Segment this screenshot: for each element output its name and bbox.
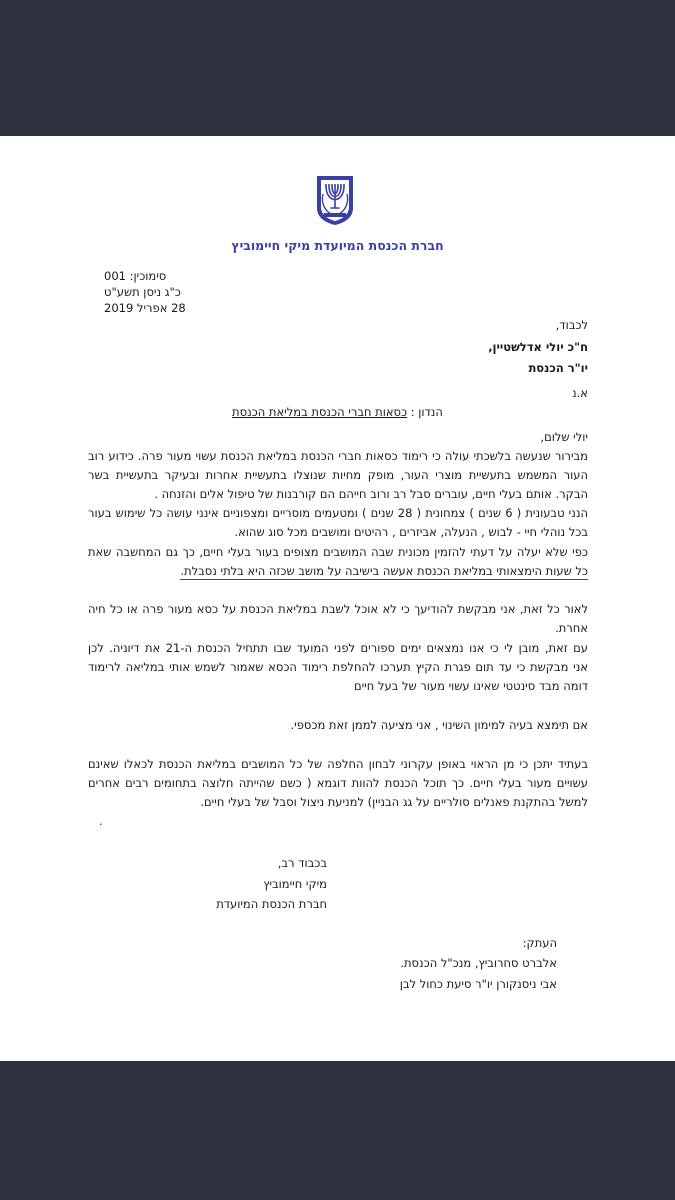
subject-text: כסאות חברי הכנסת במליאת הכנסת — [232, 405, 408, 419]
recipient-title: יו"ר הכנסת — [528, 361, 588, 375]
p3-line-2-text: כל שעות הימצאותי במליאת הכנסת אעשה בישיבה על מושב שכזה היא בלתי נסבלת. — [180, 564, 588, 578]
hebrew-date: כ"ג ניסן תשע"ט — [104, 285, 181, 299]
opening-greeting: יולי שלום, — [540, 430, 588, 444]
p1-line-3: הבקר. אותם בעלי חיים, עוברים סבל רב ורוב חייהם הם קורבנות של טיפול אלים והזנחה . — [154, 487, 588, 501]
cc-line-1: אלברט סחרוביץ, מנכ"ל הכנסת. — [400, 956, 557, 970]
salutation: לכבוד, — [555, 318, 588, 332]
p7-line-1: בעתיד יתכן כי מן הראוי באופן עקרוני לבחון החלפה של כל המושבים במליאת הכנסת לכאלו שאינם — [88, 757, 588, 771]
p3-line-2 — [180, 564, 588, 578]
p5-line-1: עם זאת, מובן לי כי אנו נמצאים ימים ספורים לפני המועד שבו תתחיל הכנסת ה-21 את דיוניה. לכן — [88, 641, 588, 655]
p5-line-3: דומה מבד סינטטי שאינו עשוי מעור של בעל חיים — [353, 679, 588, 693]
knesset-emblem-icon — [314, 174, 356, 226]
organization-title: חברת הכנסת המיועדת מיקי חיימוביץ — [231, 238, 444, 253]
p1-line-1: מבירור שנעשה בלשכתי עולה כי רימוד כסאות חברי הכנסת במליאת הכנסת עשוי מעור פרה. כידוע רוב — [88, 449, 588, 463]
p5-line-2: אני מבקשת כי עד תום פגרת הקיץ תערכו להחלפת רימוד הכסא שאמור לשמש אותי במליאה לרימוד — [88, 660, 588, 674]
p7-line-2: עשויים מעור בעלי חיים. כך תוכל הכנסת להוות דוגמא ( כשם שהייתה חלוצה בתחומים רבים אחרים — [88, 776, 588, 790]
p2-line-1: הנני טבעונית ( 6 שנים ) צמחונית ( 28 שנים ) ומטעמים מוסריים ומצפוניים אינני עושה כל שימוש בעור — [88, 506, 588, 520]
greeting-abbrev: א.נ — [572, 386, 588, 400]
p6-line-1: אם תימצא בעיה למימון השינוי , אני מציעה לממן זאת מכספי. — [290, 718, 588, 732]
signature-name: מיקי חיימוביץ — [263, 877, 327, 891]
recipient-name: ח"כ יולי אדלשטיין, — [488, 340, 588, 354]
cc-line-2: אבי ניסנקורן יו"ר סיעת כחול לבן — [399, 977, 557, 991]
cc-label: העתק: — [522, 936, 557, 950]
p2-line-2: בכל נוהלי חיי - לבוש , הנעלה, אביזרים , רהיטים ומושבים מכל סוג שהוא. — [234, 525, 588, 539]
subject-label: הנדון : — [410, 405, 443, 419]
letter-page — [0, 136, 675, 1061]
signature-title: חברת הכנסת המיועדת — [216, 897, 327, 911]
reference-number: סימוכין: 001 — [104, 269, 167, 283]
p7-line-3: למשל בהתקנת פאנלים סולריים על גג הבניין) למניעת ניצול וסבל של בעלי חיים. — [200, 795, 588, 809]
signature-closing: בכבוד רב, — [277, 856, 327, 870]
gregorian-date: 28 אפריל 2019 — [104, 301, 186, 315]
p1-line-2: העור המשמש בתעשיית מוצרי העור, מופק מחיות שנוצלו בתעשיית אחרות ובעיקר בתעשיית בשר — [88, 468, 588, 482]
subject-line — [220, 405, 455, 419]
trailing-mark: . — [99, 814, 103, 828]
p4-line-1: לאור כל זאת, אני מבקשת להודיעך כי לא אוכל לשבת במליאת הכנסת על כסא מעור פרה או כל חיה — [88, 602, 588, 616]
p4-line-2: אחרת. — [555, 621, 588, 635]
p3-line-1: כפי שלא יעלה על דעתי להזמין מכונית שבה המושבים מצופים בעור בעלי חיים, כך גם המחשבה שאת — [88, 545, 588, 559]
